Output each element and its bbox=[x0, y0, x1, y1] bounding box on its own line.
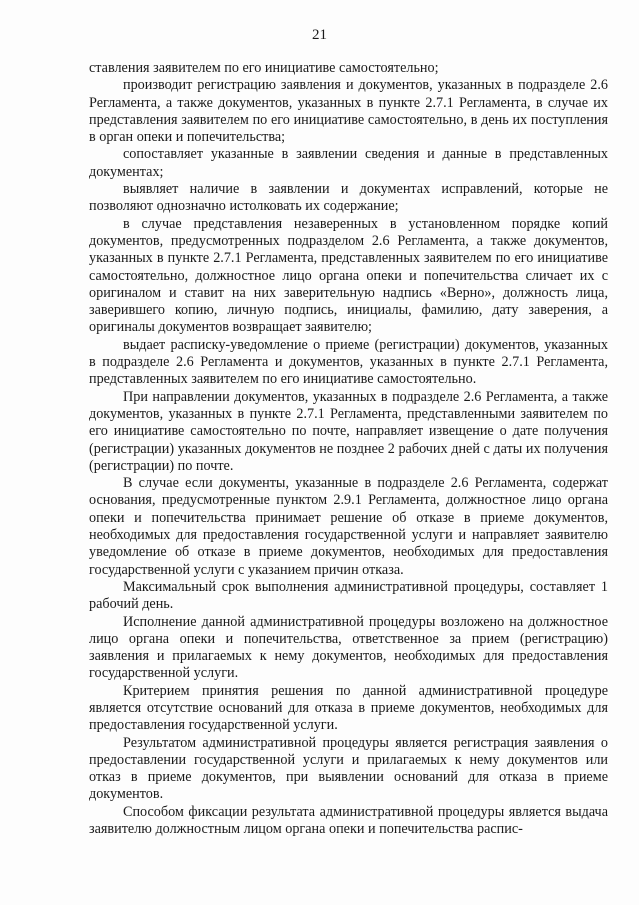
paragraph: производит регистрацию заявления и документов, указанных в подразделе 2.6 Регламента, а также документов, указанных в пункте 2.7.1 Регламента, в случае их представления заявителем по его инициативе самостоятельно, в день их поступления в орган опеки и попечительства; bbox=[89, 77, 608, 146]
paragraph: При направлении документов, указанных в подразделе 2.6 Регламента, а также документов, указанных в пункте 2.7.1 Регламента, представленными заявителем по его инициативе самостоятельно по почте, направляет извещение о дате получения (регистрации) указанных документов не позднее 2 рабочих дней с даты их получения (регистрации) по почте. bbox=[89, 388, 608, 474]
paragraph: Максимальный срок выполнения административной процедуры, составляет 1 рабочий день. bbox=[89, 578, 608, 613]
page-number: 21 bbox=[312, 27, 327, 43]
paragraph: В случае если документы, указанные в подразделе 2.6 Регламента, содержат основания, предусмотренные пунктом 2.9.1 Регламента, должностное лицо органа опеки и попечительства принимает решение об отказе в приеме документов, необходимых для предоставления государственной услуги и направляет заявителю уведомление об отказе в приеме документов, необходимых для предоставления государственной услуги с указанием причин отказа. bbox=[89, 475, 608, 578]
paragraph: выдает расписку-уведомление о приеме (регистрации) документов, указанных в подразделе 2.6 Регламента и документов, указанных в пункте 2.7.1 Регламента, представленных заявителем по его инициативе самостоятельно. bbox=[89, 336, 608, 388]
paragraph: Исполнение данной административной процедуры возложено на должностное лицо органа опеки и попечительства, ответственное за прием (регистрацию) заявления и прилагаемых к нему документов, необходимых для предоставления государственной услуги. bbox=[89, 613, 608, 682]
paragraph: сопоставляет указанные в заявлении сведения и данные в представленных документах; bbox=[89, 146, 608, 180]
document-body bbox=[89, 60, 608, 838]
paragraph: ставления заявителем по его инициативе самостоятельно; bbox=[89, 60, 439, 76]
paragraph: выявляет наличие в заявлении и документах исправлений, которые не позволяют однозначно истолковать их содержание; bbox=[89, 181, 608, 215]
paragraph: Способом фиксации результата административной процедуры является выдача заявителю должностным лицом органа опеки и попечительства распис- bbox=[89, 803, 608, 838]
paragraph: Результатом административной процедуры является регистрация заявления о предоставлении государственной услуги и прилагаемых к нему документов или отказ в приеме документов, при выявлении оснований для отказа в приеме документов. bbox=[89, 734, 608, 803]
paragraph: в случае представления незаверенных в установленном порядке копий документов, предусмотренных подразделом 2.6 Регламента, а также документов, указанных в пункте 2.7.1 Регламента, представленных заявителем по его инициативе самостоятельно, должностное лицо органа опеки и попечительства сличает их с оригиналом и ставит на них заверительную надпись «Верно», должность лица, заверившего копию, личную подпись, инициалы, фамилию, дату заверения, а оригиналы документов возвращает заявителю; bbox=[89, 215, 608, 336]
paragraph: Критерием принятия решения по данной административной процедуре является отсутствие оснований для отказа в приеме документов, необходимых для предоставления государственной услуги. bbox=[89, 682, 608, 734]
